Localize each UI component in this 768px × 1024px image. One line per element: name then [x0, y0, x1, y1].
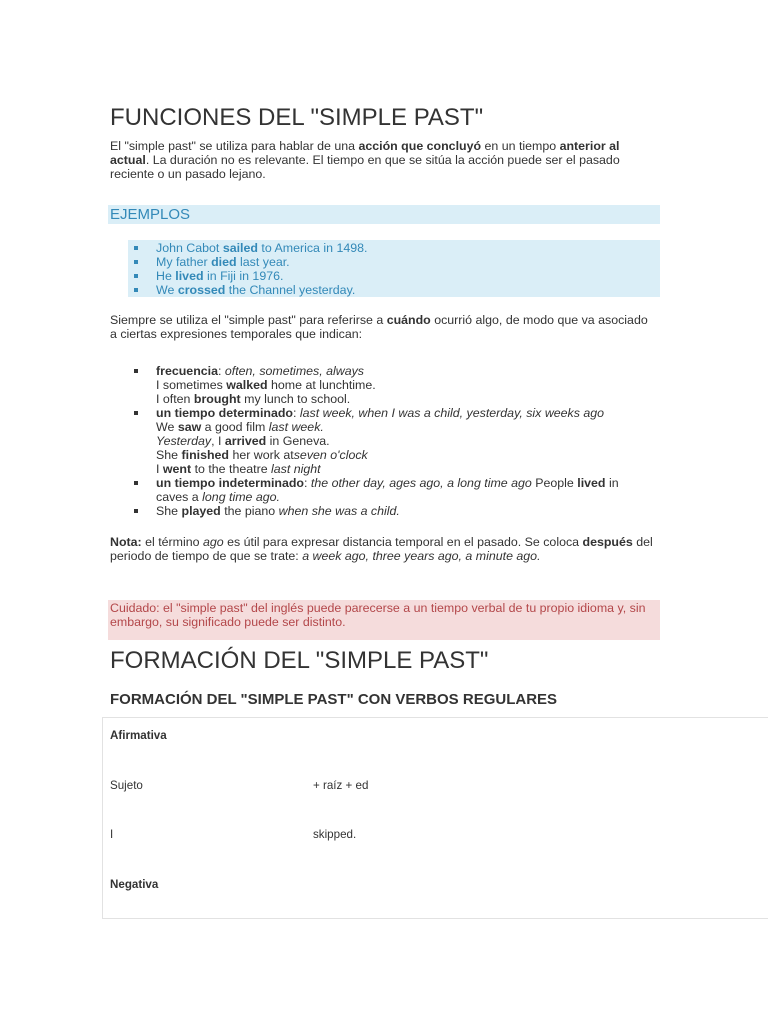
table-heading-afirmativa: Afirmativa	[110, 729, 167, 742]
list-item: My father died last year.	[128, 255, 367, 269]
list-item-tiempo-determinado: un tiempo determinado: last week, when I was a child, yesterday, six weeks ago We saw a good film last week. Yesterday, I arrived in Geneva. She finished her work atseven o'clock I went to the theatre last night	[128, 406, 648, 476]
examples-list	[128, 241, 367, 297]
warning-text: Cuidado: el "simple past" del inglés puede parecerse a un tiempo verbal de tu propio idioma y, sin embargo, su significado puede ser distinto.	[110, 601, 646, 629]
list-item-frecuencia: frecuencia: often, sometimes, always I sometimes walked home at lunchtime. I often brought my lunch to school.	[128, 364, 648, 406]
table-heading-negativa: Negativa	[110, 878, 159, 891]
ejemplos-header	[108, 205, 660, 224]
list-item-played: She played the piano when she was a child.	[128, 504, 648, 518]
table-cell-sujeto: Sujeto	[110, 779, 143, 792]
intro-paragraph: El "simple past" se utiliza para hablar de una acción que concluyó en un tiempo anterior al actual. La duración no es relevante. El tiempo en que se sitúa la acción puede ser el pasado reciente o un pasado lejano.	[110, 139, 620, 181]
table-cell-example: skipped.	[313, 828, 357, 841]
table-cell-pronoun: I	[110, 828, 114, 841]
section-title-formacion: FORMACIÓN DEL "SIMPLE PAST"	[110, 647, 489, 674]
examples-box	[128, 240, 660, 297]
list-item-tiempo-indeterminado: un tiempo indeterminado: the other day, ages ago, a long time ago People lived in caves a long time ago.	[128, 476, 648, 504]
temporal-expressions-list	[128, 364, 648, 518]
conjugation-table	[102, 717, 768, 919]
ejemplos-label: EJEMPLOS	[110, 206, 191, 223]
warning-box	[108, 600, 660, 640]
section-title-funciones: FUNCIONES DEL "SIMPLE PAST"	[110, 104, 484, 131]
table-cell-formula: + raíz + ed	[313, 779, 369, 792]
list-item: He lived in Fiji in 1976.	[128, 269, 367, 283]
section-subtitle-verbos-regulares: FORMACIÓN DEL "SIMPLE PAST" CON VERBOS REGULARES	[110, 691, 558, 708]
nota-paragraph: Nota: el término ago es útil para expresar distancia temporal en el pasado. Se coloca después del periodo de tiempo de que se trate: a week ago, three years ago, a minute ago.	[110, 535, 653, 563]
list-item: We crossed the Channel yesterday.	[128, 283, 367, 297]
siempre-paragraph: Siempre se utiliza el "simple past" para referirse a cuándo ocurrió algo, de modo que va asociado a ciertas expresiones temporales que indican:	[110, 313, 648, 341]
list-item: John Cabot sailed to America in 1498.	[128, 241, 367, 255]
